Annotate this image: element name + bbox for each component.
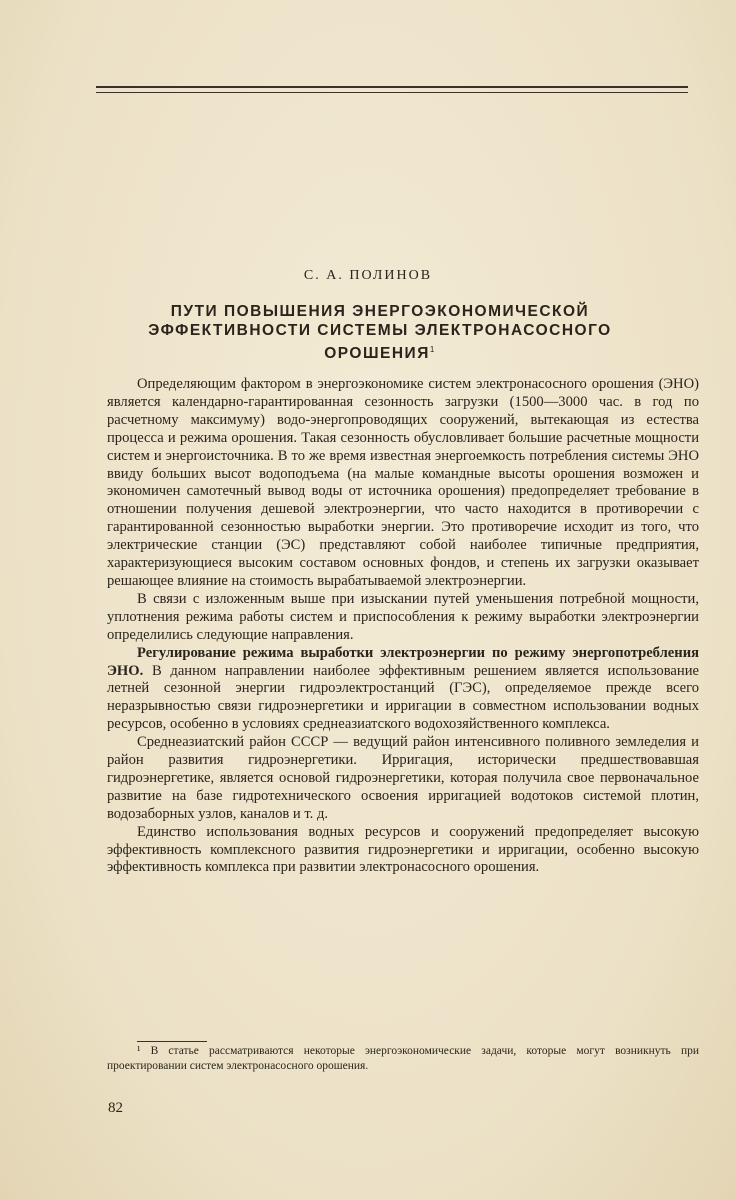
footnote-rule bbox=[137, 1041, 207, 1042]
paragraph-3 bbox=[107, 645, 699, 735]
paragraph-3-text: В данном направлении наиболее эффективным решением является использование летней сезонной энергии гидроэлектростанций (ГЭС), определяемое прежде всего неразрывностью связи гидроэнергетики и ирригации в совместном использовании водных ресурсов, особенно в условиях среднеазиатского водохозяйственного комплекса. bbox=[107, 662, 699, 733]
article-title bbox=[120, 302, 640, 363]
paragraph-4: Среднеазиатский район СССР — ведущий район интенсивного поливного земледелия и район развития гидроэнергетики. Ирригация, исторически предшествовавшая гидроэнергетике, является основой гидроэнергетики, которая получила свое первоначальное развитие на базе гидротехнического освоения ирригацией водотоков системой плотин, водозаборных узлов, каналов и т. д. bbox=[107, 734, 699, 822]
article-title-text: ПУТИ ПОВЫШЕНИЯ ЭНЕРГОЭКОНОМИЧЕСКОЙ ЭФФЕКТИВНОСТИ СИСТЕМЫ ЭЛЕКТРОНАСОСНОГО ОРОШЕНИЯ bbox=[148, 303, 612, 363]
page-number: 82 bbox=[108, 1100, 123, 1116]
article-body bbox=[107, 376, 699, 877]
header-rule-bottom bbox=[96, 92, 688, 93]
footnote bbox=[107, 1044, 699, 1074]
paragraph-3-lead: Регулирование режима выработки электроэнергии по режиму энергопотребления ЭНО. bbox=[107, 644, 699, 679]
title-footnote-mark: 1 bbox=[429, 345, 436, 354]
article-author: С. А. ПОЛИНОВ bbox=[303, 268, 433, 283]
footnote-text: ¹ В статье рассматриваются некоторые энергоэкономические задачи, которые могут возникнуть при проектировании систем электронасосного орошения. bbox=[107, 1045, 699, 1072]
paragraph-5: Единство использования водных ресурсов и сооружений предопределяет высокую эффективность комплексного развития гидроэнергетики и ирригации, особенно высокую эффективность комплекса при развитии электронасосного орошения. bbox=[107, 823, 699, 876]
paragraph-1: Определяющим фактором в энергоэкономике систем электронасосного орошения (ЭНО) является календарно-гарантированная сезонность загрузки (1500—3000 час. в год по расчетному максимуму) водо-энергопроводящих сооружений, вытекающая из естества процесса и режима орошения. Такая сезонность обусловливает большие расчетные мощности систем и энергоисточника. В то же время известная энергоемкость потребления системы ЭНО ввиду больших высот водоподъема (на малые командные высоты орошения возможен и экономичен самотечный вывод воды от источника орошения) предопределяет требование в отношении получения дешевой электроэнергии, что часто находится в противоречии с гарантированной сезонностью выработки энергии. Это противоречие исходит из того, что электрические станции (ЭС) представляют собой наиболее типичные предприятия, характеризующиеся высоким составом основных фондов, и степень их загрузки оказывает решающее влияние на стоимость вырабатываемой электроэнергии. bbox=[107, 376, 699, 589]
paragraph-2: В связи с изложенным выше при изыскании путей уменьшения потребной мощности, уплотнения режима работы систем и приспособления к режиму выработки электроэнергии определились следующие направления. bbox=[107, 590, 699, 643]
header-rule-top bbox=[96, 86, 688, 88]
